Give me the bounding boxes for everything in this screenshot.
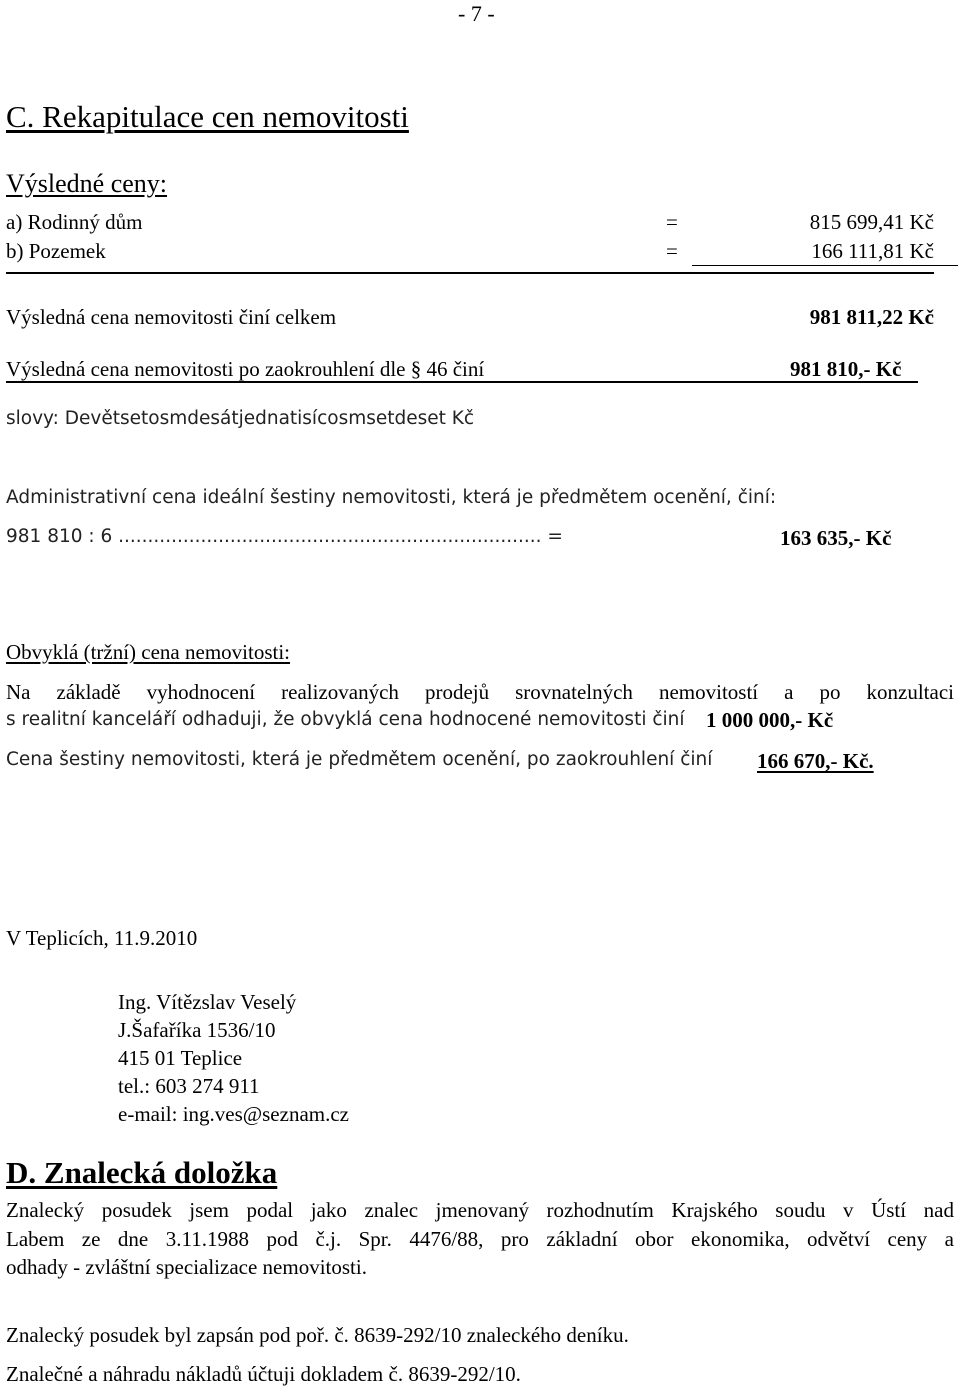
section-c-title: C. Rekapitulace cen nemovitosti <box>6 99 409 134</box>
market-price-value: 1 000 000,- Kč <box>706 708 834 732</box>
expert-email: e-mail: ing.ves@seznam.cz <box>118 1102 349 1126</box>
sum-rule <box>6 272 934 274</box>
rounded-label: Výsledná cena nemovitosti po zaokrouhlení dle § 46 činí <box>6 357 485 381</box>
page-number: - 7 - <box>458 1 495 26</box>
share-price-value: 166 670,- Kč. <box>757 749 874 773</box>
clause-line-3: odhady - zvláštní specializace nemovitosti. <box>6 1255 367 1279</box>
item-a-value: 815 699,41 Kč <box>809 210 934 234</box>
market-price-heading: Obvyklá (tržní) cena nemovitosti: <box>6 640 291 664</box>
admin-price-calculation: 981 810 : 6 ........................................................................ = <box>6 526 563 547</box>
clause-line-1: Znalecký posudek jsem podal jako znalec jmenovaný rozhodnutím Krajského soudu v Ústí nad <box>6 1198 954 1222</box>
expert-street: J.Šafaříka 1536/10 <box>118 1018 276 1042</box>
section-d-title: D. Znalecká doložka <box>6 1155 278 1190</box>
market-price-line-1: Na základě vyhodnocení realizovaných prodejů srovnatelných nemovitostí a po konzultaci <box>6 680 954 704</box>
expert-name: Ing. Vítězslav Veselý <box>118 990 297 1014</box>
share-price-text: Cena šestiny nemovitosti, která je předmětem ocenění, po zaokrouhlení činí <box>6 749 713 770</box>
fee-statement: Znalečné a náhradu nákladů účtuji dokladem č. 8639-292/10. <box>6 1362 521 1386</box>
results-heading: Výsledné ceny: <box>6 169 168 198</box>
register-record: Znalecký posudek byl zapsán pod poř. č. 8639-292/10 znaleckého deníku. <box>6 1323 629 1347</box>
item-b-equals: = <box>666 239 678 263</box>
rounded-value: 981 810,- Kč <box>790 357 902 381</box>
clause-line-2: Labem ze dne 3.11.1988 pod č.j. Spr. 4476/88, pro základní obor ekonomika, odvětví ceny a <box>6 1227 954 1251</box>
rounded-underline <box>6 381 918 383</box>
admin-price-value: 163 635,- Kč <box>780 526 892 550</box>
expert-phone: tel.: 603 274 911 <box>118 1074 260 1098</box>
price-in-words: slovy: Devětsetosmdesátjednatisícosmsetdeset Kč <box>6 408 475 429</box>
item-a-equals: = <box>666 210 678 234</box>
item-b-underline <box>692 265 958 266</box>
place-and-date: V Teplicích, 11.9.2010 <box>6 926 198 950</box>
expert-city: 415 01 Teplice <box>118 1046 243 1070</box>
item-b-value: 166 111,81 Kč <box>811 239 934 263</box>
item-b-label: b) Pozemek <box>6 239 106 263</box>
total-value: 981 811,22 Kč <box>809 305 934 329</box>
total-label: Výsledná cena nemovitosti činí celkem <box>6 305 337 329</box>
item-a-label: a) Rodinný dům <box>6 210 143 234</box>
market-price-line-2: s realitní kanceláří odhaduji, že obvyklá cena hodnocené nemovitosti činí <box>6 709 685 730</box>
admin-price-text: Administrativní cena ideální šestiny nemovitosti, která je předmětem ocenění, činí: <box>6 487 777 508</box>
